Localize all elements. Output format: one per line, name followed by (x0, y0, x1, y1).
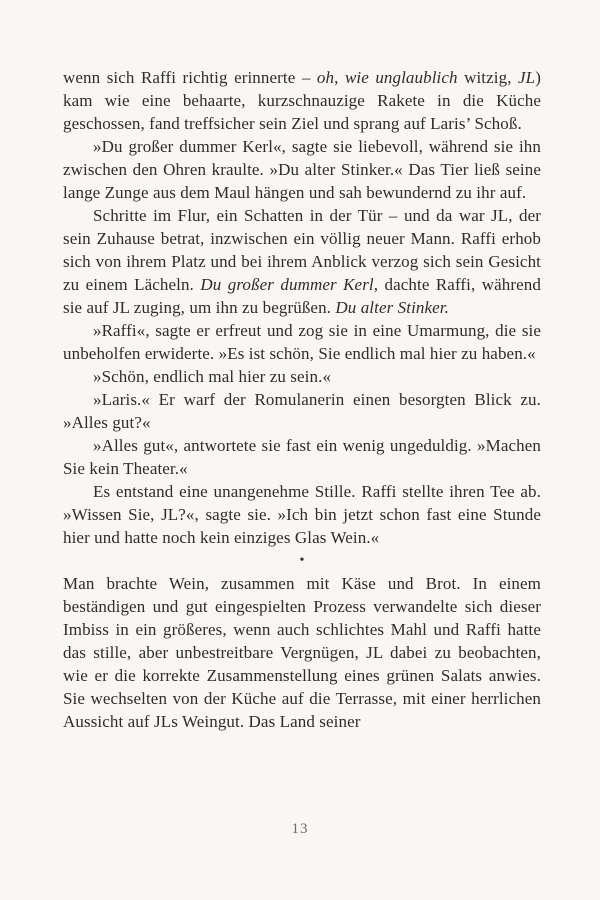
section-separator (63, 549, 541, 572)
text-segment: ) kam wie eine behaarte, kurzschnauzige Rakete in die Küche geschossen, fand treffsicher sein Ziel und sprang auf Laris’ Schoß. (63, 68, 541, 133)
paragraph (63, 388, 541, 434)
text-segment: »Raffi«, sagte er erfreut und zog sie in eine Umarmung, die sie unbeholfen erwiderte. »Es ist schön, Sie endlich mal hier zu haben.« (63, 321, 541, 363)
text-segment: , dachte Raffi, während sie auf JL zuging, um ihn zu begrüßen. (63, 275, 541, 317)
text-segment: »Schön, endlich mal hier zu sein.« (93, 367, 332, 386)
text-segment: wenn sich Raffi richtig erinnerte – (63, 68, 317, 87)
paragraph (63, 204, 541, 319)
paragraph (63, 66, 541, 135)
text-segment: »Alles gut«, antwortete sie fast ein wenig ungeduldig. »Machen Sie kein Theater.« (63, 436, 541, 478)
text-segment-italic: JL (518, 68, 536, 87)
text-segment: Schritte im Flur, ein Schatten in der Tür – und da war JL, der sein Zuhause betrat, inzwischen ein völlig neuer Mann. Raffi erhob sich von ihrem Platz und bei ihrem Anblick verzog sich sein Gesicht zu einem Lächeln. (63, 206, 541, 294)
text-segment: »Laris.« Er warf der Romulanerin einen besorgten Blick zu. »Alles gut?« (63, 390, 541, 432)
page-body (63, 66, 541, 733)
text-segment-italic: Du alter Stinker. (335, 298, 449, 317)
page-number: 13 (291, 821, 309, 837)
paragraph (63, 434, 541, 480)
text-segment: »Du großer dummer Kerl«, sagte sie liebevoll, während sie ihn zwischen den Ohren kraulte. »Du alter Stinker.« Das Tier ließ seine lange Zunge aus dem Maul hängen und sah bewundernd zu ihr auf. (63, 137, 541, 202)
paragraph (63, 572, 541, 733)
text-segment-italic: Du großer dummer Kerl (200, 275, 374, 294)
text-segment: witzig, (457, 68, 519, 87)
paragraph (63, 135, 541, 204)
separator-bullet-glyph: • (299, 553, 305, 568)
text-segment: Man brachte Wein, zusammen mit Käse und Brot. In einem beständigen und gut eingespielten Prozess verwandelte sich dieser Imbiss in ein größeres, wenn auch schlichtes Mahl und Raffi hatte das stille, aber unbestreitbare Vergnügen, JL dabei zu beobachten, wie er die korrekte Zusammenstellung eines grünen Salats anwies. Sie wechselten von der Küche auf die Terrasse, mit einer herrlichen Aussicht auf JLs Weingut. Das Land seiner (63, 574, 541, 731)
text-segment: Es entstand eine unangenehme Stille. Raffi stellte ihren Tee ab. »Wissen Sie, JL?«, sagte sie. »Ich bin jetzt schon fast eine Stunde hier und hatte noch kein einziges Glas Wein.« (63, 482, 541, 547)
text-segment-italic: oh, wie unglaublich (316, 68, 458, 87)
paragraph (63, 365, 541, 388)
paragraph (63, 319, 541, 365)
paragraph (63, 480, 541, 549)
